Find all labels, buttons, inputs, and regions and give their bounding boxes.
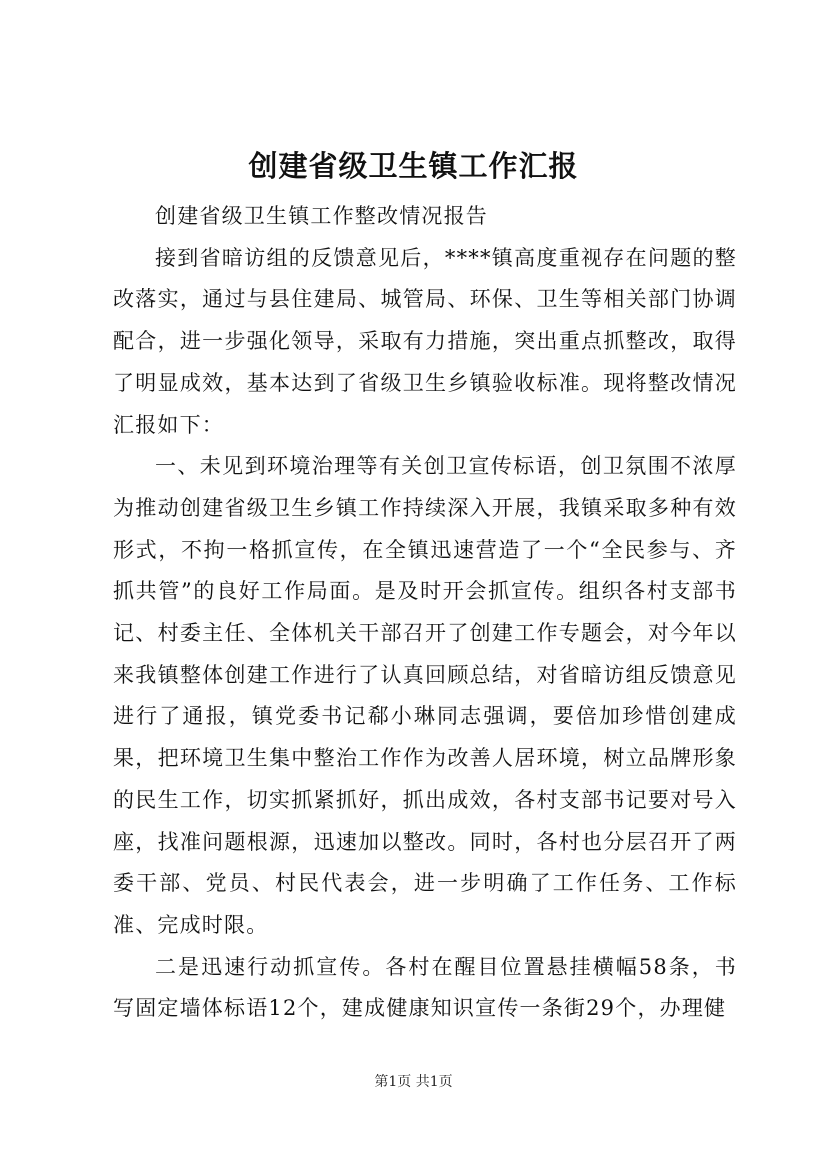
paragraph-intro: 接到省暗访组的反馈意见后，****镇高度重视存在问题的整改落实，通过与县住建局、城管局、环保、卫生等相关部门协调配合，进一步强化领导，采取有力措施，突出重点抓整改，取得了明显成效，基本达到了省级卫生乡镇验收标准。现将整改情况汇报如下： (113, 245, 737, 437)
paragraph-section-two: 二是迅速行动抓宣传。各村在醒目位置悬挂横幅58条，书写固定墙体标语12个，建成健康知识宣传一条街29个，办理健 (113, 954, 737, 1021)
paragraph-subtitle: 创建省级卫生镇工作整改情况报告 (155, 204, 488, 228)
document-body (113, 196, 737, 1030)
document-title: 创建省级卫生镇工作汇报 (248, 149, 579, 183)
paragraph-section-one: 一、未见到环境治理等有关创卫宣传标语，创卫氛围不浓厚为推动创建省级卫生乡镇工作持续深入开展，我镇采取多种有效形式，不拘一格抓宣传，在全镇迅速营造了一个“全民参与、齐抓共管”的良好工作局面。是及时开会抓宣传。组织各村支部书记、村委主任、全体机关干部召开了创建工作专题会，对今年以来我镇整体创建工作进行了认真回顾总结，对省暗访组反馈意见进行了通报，镇党委书记郗小琳同志强调，要倍加珍惜创建成果，把环境卫生集中整治工作作为改善人居环境，树立品牌形象的民生工作，切实抓紧抓好，抓出成效，各村支部书记要对号入座，找准问题根源，迅速加以整改。同时，各村也分层召开了两委干部、党员、村民代表会，进一步明确了工作任务、工作标准、完成时限。 (113, 454, 737, 937)
page-number-footer: 第1页 共1页 (374, 1074, 453, 1090)
